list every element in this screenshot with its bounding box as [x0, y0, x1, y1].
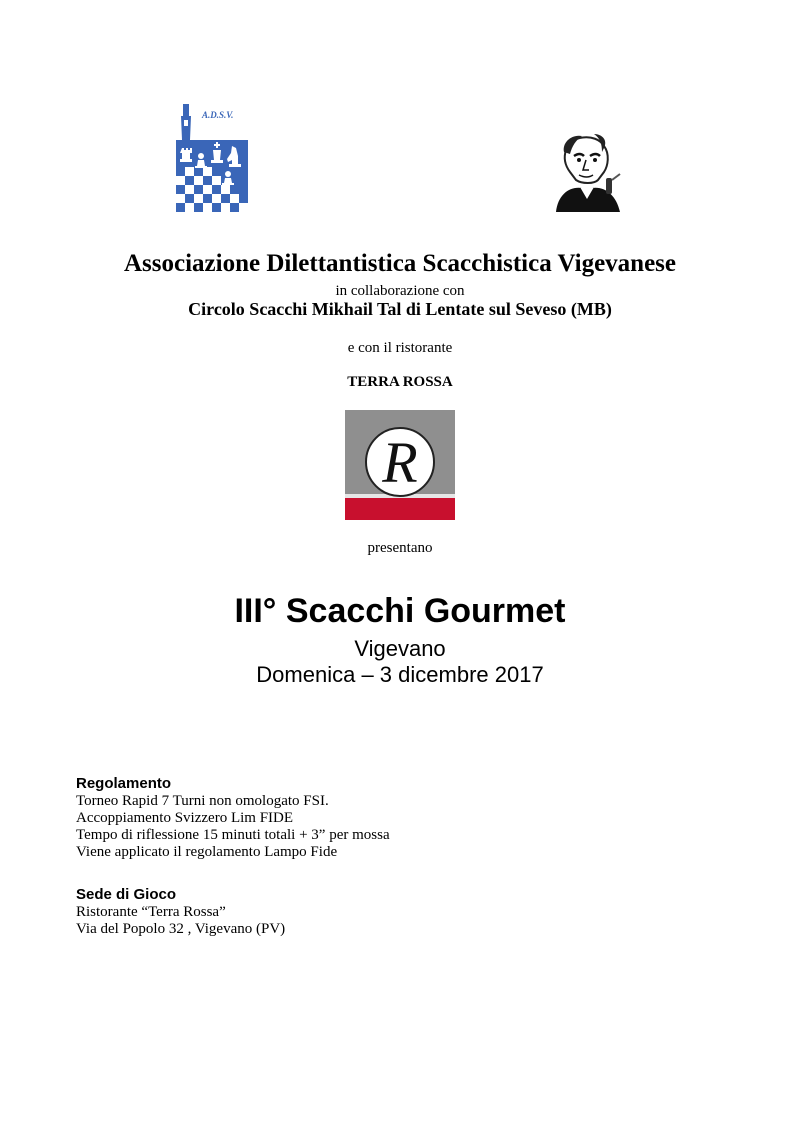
venue-line: Ristorante “Terra Rossa” [76, 904, 226, 920]
board-square [212, 176, 221, 185]
venue-section [76, 886, 756, 938]
club-name: Circolo Scacchi Mikhail Tal di Lentate sul Seveso (MB) [188, 299, 612, 319]
collaboration-text: in collaborazione con [335, 283, 465, 299]
board-square [194, 194, 203, 203]
rules-line: Viene applicato il regolamento Lampo Fide [76, 844, 338, 860]
venue-heading: Sede di Gioco [76, 886, 177, 903]
board-square [194, 176, 203, 185]
board-square [203, 203, 212, 212]
board-square [176, 176, 185, 185]
adsv-logo-graphic [172, 96, 250, 214]
board-square [221, 185, 230, 194]
rules-section [76, 775, 756, 861]
board-square [239, 203, 248, 212]
board-square [176, 194, 185, 203]
adsv-logo [172, 96, 250, 214]
rules-line: Torneo Rapid 7 Turni non omologato FSI. [76, 793, 329, 809]
board-square [185, 167, 194, 176]
organization-title: Associazione Dilettantistica Scacchistica Vigevanese [124, 250, 676, 277]
board-square [185, 203, 194, 212]
board-square [212, 194, 221, 203]
event-date: Domenica – 3 dicembre 2017 [256, 662, 544, 687]
terra-rossa-logo-graphic [345, 410, 455, 520]
chess-player-portrait-icon [546, 130, 628, 212]
board-square [203, 167, 212, 176]
event-title: III° Scacchi Gourmet [234, 592, 566, 630]
rules-heading: Regolamento [76, 775, 172, 792]
terra-rossa-logo-letter: R [382, 430, 418, 495]
presents-text: presentano [367, 540, 433, 556]
event-city: Vigevano [354, 636, 446, 661]
board-square [221, 203, 230, 212]
rules-line: Tempo di riflessione 15 minuti totali + 3” per mossa [76, 827, 390, 843]
restaurant-name: TERRA ROSSA [347, 374, 453, 390]
adsv-logo-text: A.D.S.V. [202, 110, 234, 120]
board-square [185, 185, 194, 194]
tal-portrait [546, 130, 628, 212]
rules-line: Accoppiamento Svizzero Lim FIDE [76, 810, 294, 826]
board-square [203, 185, 212, 194]
terra-rossa-logo [345, 410, 455, 520]
board-square [230, 194, 239, 203]
restaurant-intro: e con il ristorante [347, 340, 453, 356]
venue-line: Via del Popolo 32 , Vigevano (PV) [76, 921, 286, 937]
